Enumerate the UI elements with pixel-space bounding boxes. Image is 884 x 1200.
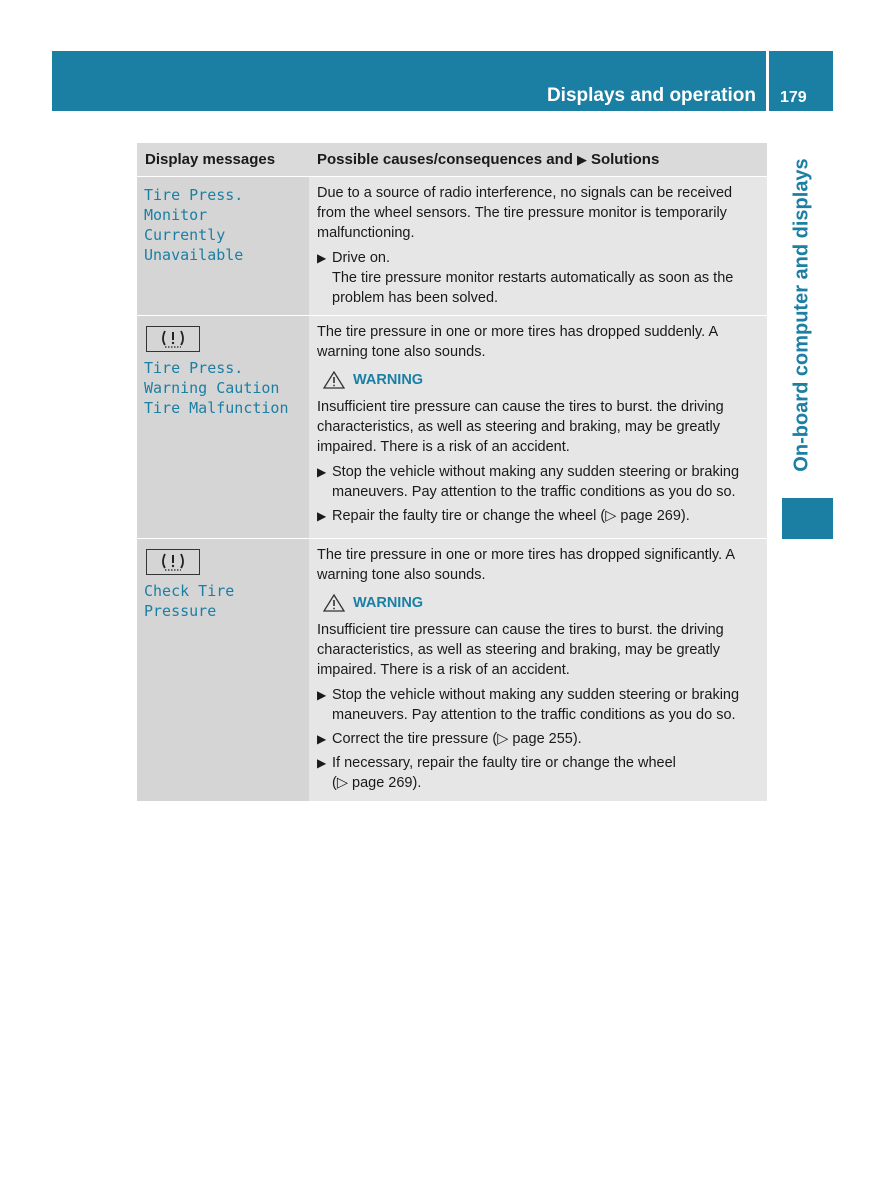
step-text: If necessary, repair the faulty tire or change the wheel (▷ page 269). (332, 755, 676, 791)
causes-cell (309, 316, 767, 538)
side-tab-marker (782, 498, 833, 539)
page-number-box (769, 51, 833, 111)
table-row (137, 315, 767, 538)
cause-text: The tire pressure in one or more tires has dropped significantly. A warning tone also sounds. (317, 547, 735, 583)
column-header-solutions-text: Solutions (590, 151, 660, 168)
step-text: Stop the vehicle without making any sudden steering or braking maneuvers. Pay attention to the traffic conditions as you do so. (332, 687, 740, 723)
cause-text: Due to a source of radio interference, no signals can be received from the wheel sensors. The tire pressure monitor is temporarily malfunctioning. (317, 185, 733, 241)
solution-step (317, 506, 761, 526)
step-arrow-icon: ▶ (317, 465, 327, 479)
warning-label: WARNING (353, 372, 424, 388)
column-header-causes-text: Possible causes/consequences and (317, 151, 573, 168)
message-cell (137, 316, 309, 538)
side-chapter-label: On-board computer and displays (790, 158, 813, 472)
warning-text: Insufficient tire pressure can cause the tires to burst. the driving characteristics, as well as steering and braking, may be greatly impaired. There is a risk of an accident. (317, 399, 724, 455)
solution-step (317, 248, 761, 308)
column-header-causes (309, 151, 767, 168)
step-text: Repair the faulty tire or change the wheel (▷ page 269). (332, 508, 690, 524)
solution-step (317, 729, 761, 749)
warning-text: Insufficient tire pressure can cause the tires to burst. the driving characteristics, as well as steering and braking, may be greatly impaired. There is a risk of an accident. (317, 622, 724, 678)
solution-step (317, 753, 761, 793)
solution-step (317, 462, 761, 502)
cause-text: The tire pressure in one or more tires has dropped suddenly. A warning tone also sounds. (317, 324, 718, 360)
triangle-arrow-icon: ▶ (576, 151, 587, 167)
side-label-wrap (782, 140, 822, 490)
step-arrow-icon: ▶ (317, 509, 327, 523)
step-arrow-icon: ▶ (317, 756, 327, 770)
causes-cell (309, 539, 767, 801)
table-header (137, 143, 767, 176)
header-band (52, 51, 766, 111)
tire-pressure-warning-icon (146, 549, 200, 575)
step-arrow-icon: ▶ (317, 688, 327, 702)
table-row (137, 538, 767, 801)
warning-triangle-icon (323, 594, 345, 612)
warning-triangle-icon (323, 371, 345, 389)
solution-step (317, 685, 761, 725)
display-message: Tire Press. Warning Caution Tire Malfunction (144, 359, 289, 417)
message-cell (137, 539, 309, 801)
warning-heading (323, 370, 761, 390)
column-header-display-messages: Display messages (145, 151, 276, 168)
step-text: Correct the tire pressure (▷ page 255). (332, 731, 582, 747)
table-row (137, 176, 767, 315)
step-arrow-icon: ▶ (317, 732, 327, 746)
section-title: Displays and operation (546, 85, 756, 106)
warning-label: WARNING (353, 595, 424, 611)
tire-pressure-warning-icon (146, 326, 200, 352)
step-text: Stop the vehicle without making any sudden steering or braking maneuvers. Pay attention to the traffic conditions as you do so. (332, 464, 740, 500)
warning-heading (323, 593, 761, 613)
step-arrow-icon: ▶ (317, 251, 327, 265)
message-cell (137, 177, 309, 315)
display-message: Tire Press. Monitor Currently Unavailable (144, 186, 244, 264)
display-messages-table (137, 143, 767, 801)
causes-cell (309, 177, 767, 315)
page-number: 179 (780, 89, 807, 106)
display-message: Check Tire Pressure (144, 582, 235, 620)
step-text: Drive on. The tire pressure monitor restarts automatically as soon as the problem has been solved. (332, 250, 734, 306)
